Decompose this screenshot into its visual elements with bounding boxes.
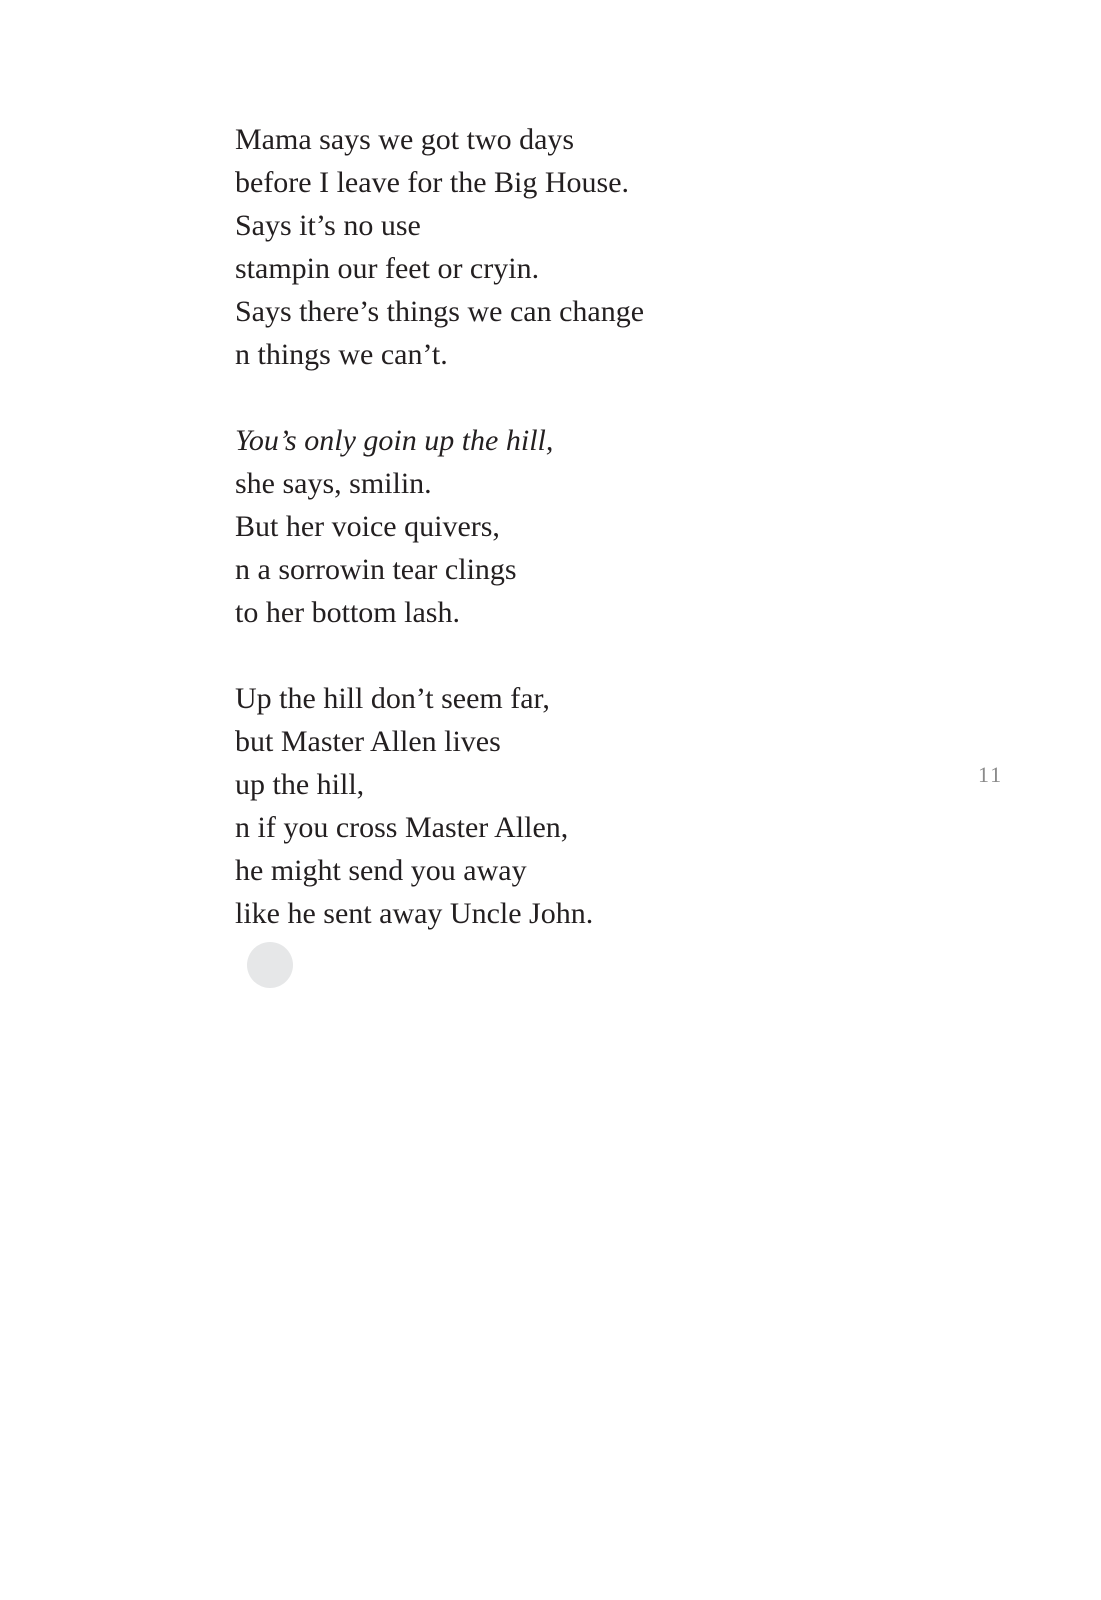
poem-line: stampin our feet or cryin.	[235, 252, 540, 285]
poem-line: but Master Allen lives	[235, 725, 501, 758]
poem-line: Mama says we got two days	[235, 123, 575, 156]
poem-line: n things we can’t.	[235, 338, 448, 371]
stanza-1	[235, 118, 795, 376]
poem-line: like he sent away Uncle John.	[235, 897, 594, 930]
poem-line: Says there’s things we can change	[235, 295, 645, 328]
stanza-3	[235, 677, 795, 935]
poem-line-italic: You’s only goin up the hill,	[235, 424, 554, 457]
poem-line: Says it’s no use	[235, 209, 421, 242]
poem-line: he might send you away	[235, 854, 527, 887]
decorative-dot	[247, 942, 293, 988]
page-number: 11	[978, 762, 1004, 787]
poem-line: But her voice quivers,	[235, 510, 500, 543]
poem-line: she says, smilin.	[235, 467, 432, 500]
stanza-2	[235, 419, 795, 634]
poem-line: before I leave for the Big House.	[235, 166, 630, 199]
poem-line: Up the hill don’t seem far,	[235, 682, 550, 715]
poem	[235, 118, 795, 935]
poem-line: up the hill,	[235, 768, 365, 801]
poem-line: n a sorrowin tear clings	[235, 553, 517, 586]
poem-line: to her bottom lash.	[235, 596, 460, 629]
poem-line: n if you cross Master Allen,	[235, 811, 569, 844]
